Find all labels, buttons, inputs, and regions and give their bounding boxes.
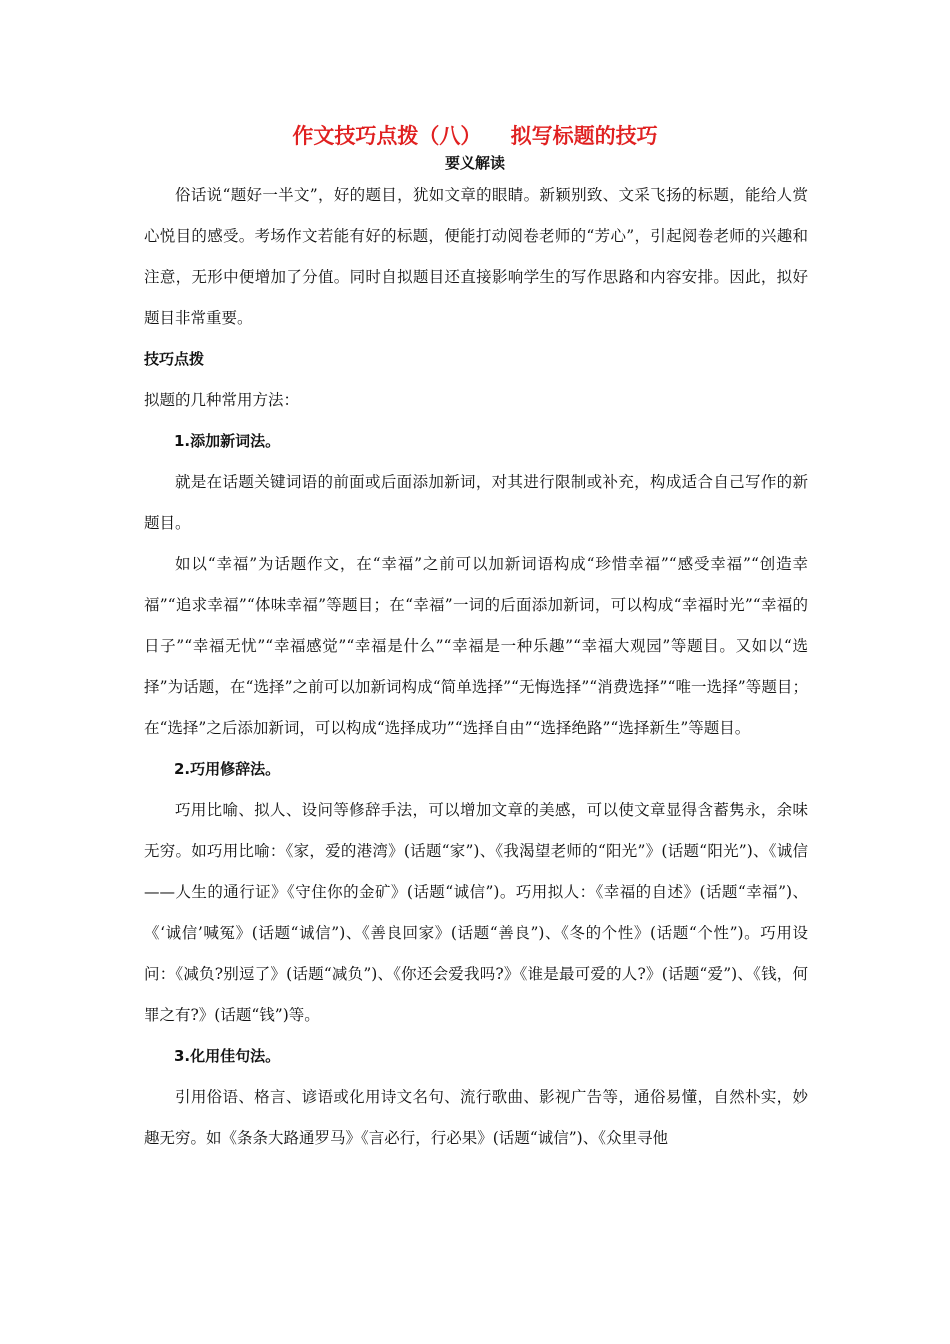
method-1-paragraph-2: 如以“幸福”为话题作文，在“幸福”之前可以加新词语构成“珍惜幸福”“感受幸福”“创造幸福”“追求幸福”“体味幸福”等题目；在“幸福”一词的后面添加新词，可以构成“幸福时光”“幸福的日子”“幸福无忧”“幸福感觉”“幸福是什么”“幸福是一种乐趣”“幸福大观园”等题目。又如以“选择”为话题，在“选择”之前可以加新词构成“简单选择”“无悔选择”“消费选择”“唯一选择”等题目；在“选择”之后添加新词，可以构成“选择成功”“选择自由”“选择绝路”“选择新生”等题目。 [144,555,808,737]
method-heading-3: 3.化用佳句法。 [174,1047,281,1065]
section-lead: 拟题的几种常用方法： [144,391,300,409]
document-body [144,175,808,1159]
method-heading-2: 2.巧用修辞法。 [174,760,281,778]
section-heading: 技巧点拨 [144,350,205,368]
method-2-paragraph-1: 巧用比喻、拟人、设问等修辞手法，可以增加文章的美感，可以使文章显得含蓄隽永，余味无穷。如巧用比喻：《家，爱的港湾》(话题“家”)、《我渴望老师的“阳光”》(话题“阳光”)、《诚信——人生的通行证》《守住你的金矿》(话题“诚信”)。巧用拟人：《幸福的自述》(话题“幸福”)、《‘诚信’喊冤》(话题“诚信”)、《善良回家》(话题“善良”)、《冬的个性》(话题“个性”)。巧用设问：《减负?别逗了》(话题“减负”)、《你还会爱我吗?》《谁是最可爱的人?》(话题“爱”)、《钱，何罪之有?》(话题“钱”)等。 [144,801,808,1024]
method-3-paragraph-1: 引用俗语、格言、谚语或化用诗文名句、流行歌曲、影视广告等，通俗易懂，自然朴实，妙趣无穷。如《条条大路通罗马》《言必行，行必果》(话题“诚信”)、《众里寻他 [144,1088,808,1147]
method-heading-1: 1.添加新词法。 [174,432,281,450]
document-title: 作文技巧点拨（八） 拟写标题的技巧 [292,124,658,148]
intro-paragraph: 俗话说“题好一半文”，好的题目，犹如文章的眼睛。新颖别致、文采飞扬的标题，能给人赏心悦目的感受。考场作文若能有好的标题，便能打动阅卷老师的“芳心”，引起阅卷老师的兴趣和注意，无形中便增加了分值。同时自拟题目还直接影响学生的写作思路和内容安排。因此，拟好题目非常重要。 [144,186,808,327]
method-1-paragraph-1: 就是在话题关键词语的前面或后面添加新词，对其进行限制或补充，构成适合自己写作的新题目。 [144,473,808,532]
document-subtitle: 要义解读 [444,154,505,172]
